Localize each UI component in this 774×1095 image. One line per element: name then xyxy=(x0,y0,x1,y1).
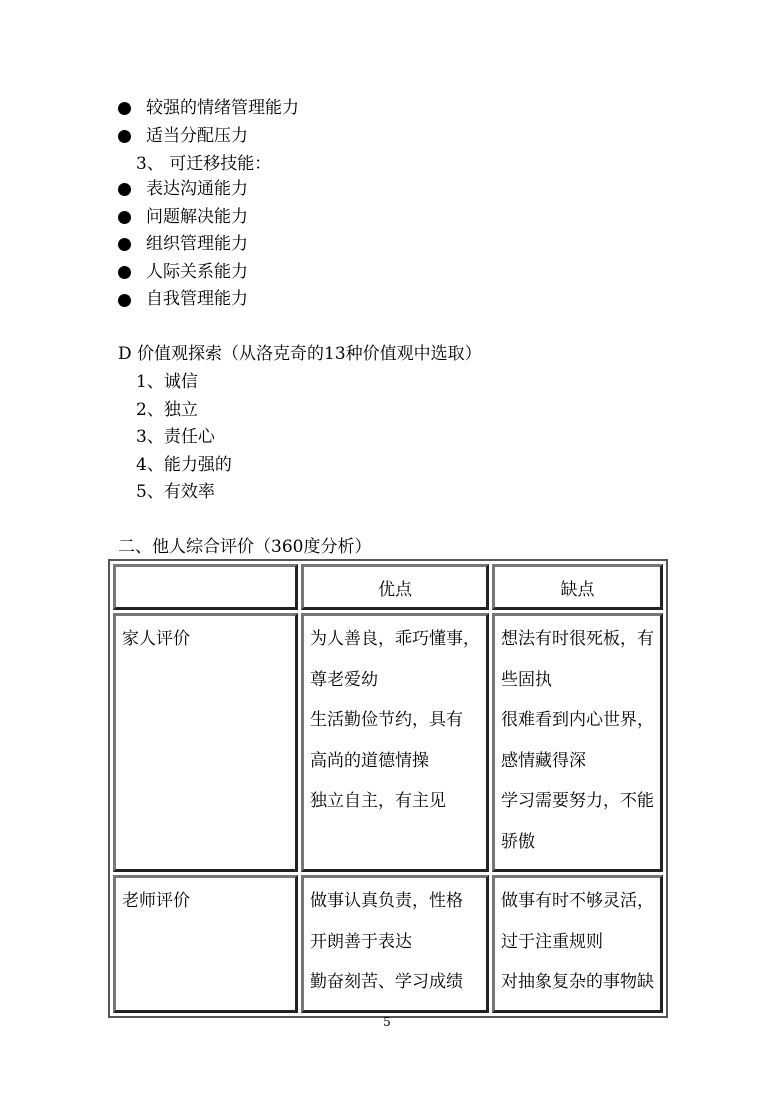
row-label: 老师评价 xyxy=(113,875,298,1013)
bullet-icon xyxy=(118,211,131,224)
bullet-icon xyxy=(118,266,131,279)
evaluation-table xyxy=(108,559,668,995)
pros-cell: 做事认真负责，性格 开朗善于表达 勤奋刻苦、学习成绩 xyxy=(301,875,489,1013)
pros-cell: 为人善良，乖巧懂事， 尊老爱幼 生活勤俭节约，具有 高尚的道德情操 独立自主，有主见 xyxy=(301,613,489,872)
header-cell-pros: 优点 xyxy=(301,564,489,610)
bullet-icon xyxy=(118,238,131,251)
bullet-icon xyxy=(118,294,131,307)
list-item: 问题解决能力 xyxy=(118,204,248,232)
bullet-icon xyxy=(118,183,131,196)
list-item: 2、独立 xyxy=(136,399,198,420)
header-cell-empty xyxy=(113,564,298,610)
cons-cell: 想法有时很死板，有 些固执 很难看到内心世界， 感情藏得深 学习需要努力，不能 骄傲 xyxy=(492,613,663,872)
list-item: 4、能力强的 xyxy=(136,454,232,475)
bullet-list-transferable xyxy=(118,176,248,314)
table-row xyxy=(113,613,663,872)
list-item: 表达沟通能力 xyxy=(118,176,248,204)
list-item: 人际关系能力 xyxy=(118,259,248,287)
section-title: 二、他人综合评价（360度分析） xyxy=(118,537,372,557)
header-cell-cons: 缺点 xyxy=(492,564,663,610)
list-item: 3、责任心 xyxy=(136,427,215,448)
row-label: 家人评价 xyxy=(113,613,298,872)
page-number: 5 xyxy=(383,1015,391,1029)
transferable-heading: 3、 可迁移技能： xyxy=(136,154,272,174)
list-item: 较强的情绪管理能力 xyxy=(118,95,299,123)
list-item: 组织管理能力 xyxy=(118,231,248,259)
bullet-list-top xyxy=(118,95,299,150)
list-item: 5、有效率 xyxy=(136,482,215,503)
list-item: 1、诚信 xyxy=(136,372,198,392)
table-header-row xyxy=(113,564,663,610)
bullet-icon xyxy=(118,130,131,143)
list-item: 适当分配压力 xyxy=(118,123,299,151)
cons-cell: 做事有时不够灵活， 过于注重规则 对抽象复杂的事物缺 xyxy=(492,875,663,1013)
table-row xyxy=(113,875,663,1013)
values-heading: D 价值观探索（从洛克奇的13种价值观中选取） xyxy=(118,344,482,364)
values-list xyxy=(136,369,232,507)
bullet-icon xyxy=(118,102,131,115)
list-item: 自我管理能力 xyxy=(118,286,248,314)
